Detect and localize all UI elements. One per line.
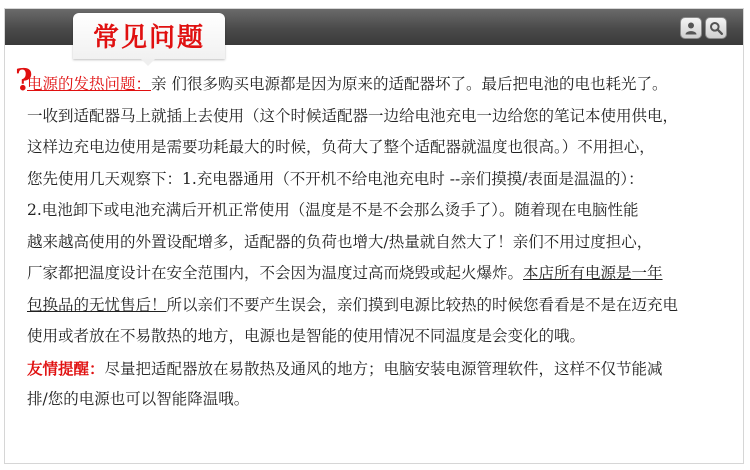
tip-line: 排/您的电源也可以智能降温哦。: [27, 390, 250, 408]
question-mark-icon: ?: [15, 63, 33, 98]
faq-line: 使用或者放在不易散热的地方，电源也是智能的使用情况不同温度是会变化的哦。: [27, 327, 586, 345]
title-tab: [73, 13, 225, 59]
header-icons: [680, 17, 727, 39]
search-icon[interactable]: [705, 17, 727, 39]
faq-content: [15, 63, 727, 416]
faq-line: [27, 290, 727, 322]
tip-text: 尽量把适配器放在易散热及通风的地方；电脑安装电源管理软件，这样不仅节能减: [104, 359, 663, 378]
faq-line: 2.电池卸下或电池充满后开机正常使用（温度是不是不会那么烫手了）。随着现在电脑性能: [27, 201, 639, 219]
guarantee-text: 本店所有电源是一年: [523, 264, 663, 282]
faq-line: 一收到适配器马上就插上去使用（这个时候适配器一边给电池充电一边给您的笔记本使用供电，: [27, 106, 679, 125]
user-icon[interactable]: [680, 17, 702, 39]
faq-line: 您先使用几天观察下：1.充电器通用（不开机不给电池充电时 --亲们摸摸/表面是温温的）：: [27, 169, 644, 188]
faq-heading: 电源的发热问题：: [27, 75, 152, 93]
faq-panel: [4, 8, 744, 464]
faq-line: 这样边充电边使用是需要功耗最大的时候，负荷大了整个适配器就温度也很高。）不用担心，: [27, 138, 655, 156]
faq-text: 厂家都把温度设计在安全范围内，不会因为温度过高而烧毁或起火爆炸。: [27, 264, 524, 282]
faq-line: [27, 69, 727, 101]
page-title: 常见问题: [92, 23, 205, 53]
faq-text: 所以亲们不要产生误会，亲们摸到电源比较热的时候您看看是不是在迈充电: [166, 295, 679, 314]
guarantee-text: 包换品的无忧售后！: [27, 295, 167, 314]
tip-label: 友情提醒：: [27, 358, 105, 378]
tip-line: [27, 353, 727, 385]
faq-text: 亲 们很多购买电源都是因为原来的适配器坏了。最后把电池的电也耗光了。: [151, 75, 668, 93]
tab-pointer: [141, 59, 155, 66]
faq-line: 越来越高使用的外置设配增多，适配器的负荷也增大/热量就自然大了！亲们不用过度担心，: [27, 232, 653, 251]
faq-line: [27, 258, 727, 290]
